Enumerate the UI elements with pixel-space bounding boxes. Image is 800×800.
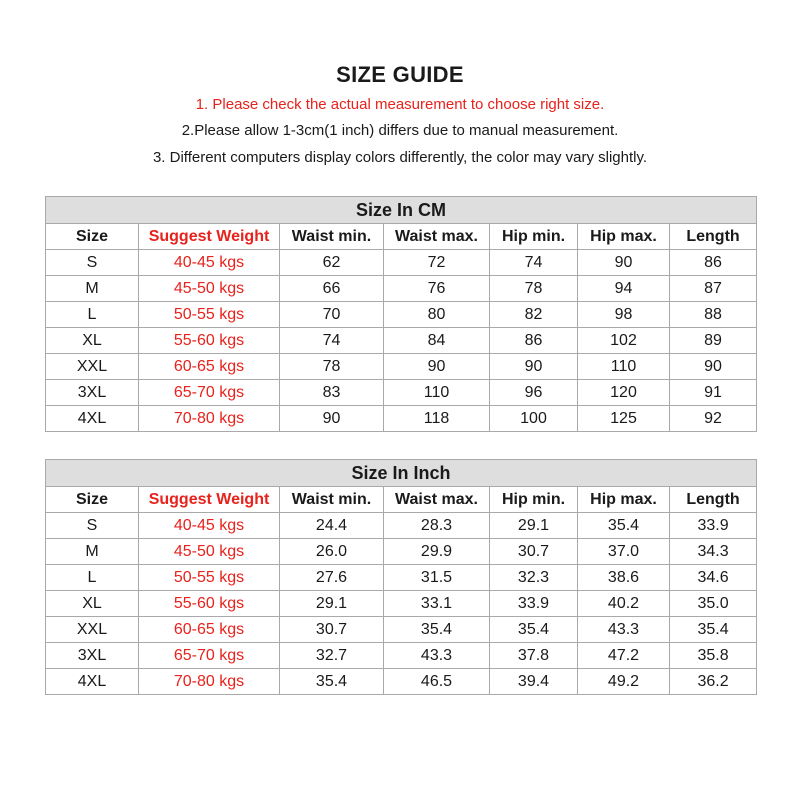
table-caption: Size In CM bbox=[46, 197, 757, 224]
column-header-waist-min: Waist min. bbox=[280, 487, 384, 513]
cell-hip-min: 35.4 bbox=[490, 617, 578, 643]
cell-hip-max: 120 bbox=[578, 380, 670, 406]
cell-weight: 60-65 kgs bbox=[139, 354, 280, 380]
cell-weight: 65-70 kgs bbox=[139, 643, 280, 669]
column-header-weight: Suggest Weight bbox=[139, 487, 280, 513]
cell-length: 90 bbox=[670, 354, 757, 380]
cell-size: S bbox=[46, 250, 139, 276]
cell-length: 35.0 bbox=[670, 591, 757, 617]
column-header-size: Size bbox=[46, 224, 139, 250]
cell-size: 4XL bbox=[46, 406, 139, 432]
cell-weight: 40-45 kgs bbox=[139, 250, 280, 276]
cell-hip-max: 94 bbox=[578, 276, 670, 302]
cell-hip-max: 47.2 bbox=[578, 643, 670, 669]
cell-length: 88 bbox=[670, 302, 757, 328]
table-row bbox=[46, 380, 757, 406]
cell-waist-min: 90 bbox=[280, 406, 384, 432]
cell-weight: 50-55 kgs bbox=[139, 565, 280, 591]
cell-waist-min: 26.0 bbox=[280, 539, 384, 565]
cell-hip-max: 37.0 bbox=[578, 539, 670, 565]
column-header-hip-max: Hip max. bbox=[578, 487, 670, 513]
cell-waist-max: 84 bbox=[384, 328, 490, 354]
cell-size: XL bbox=[46, 591, 139, 617]
column-header-waist-max: Waist max. bbox=[384, 224, 490, 250]
cell-size: XXL bbox=[46, 617, 139, 643]
cell-waist-min: 27.6 bbox=[280, 565, 384, 591]
table-row bbox=[46, 302, 757, 328]
cell-length: 35.8 bbox=[670, 643, 757, 669]
cell-hip-max: 35.4 bbox=[578, 513, 670, 539]
table-row bbox=[46, 513, 757, 539]
cell-length: 36.2 bbox=[670, 669, 757, 695]
column-header-waist-max: Waist max. bbox=[384, 487, 490, 513]
table-row bbox=[46, 669, 757, 695]
cell-hip-min: 86 bbox=[490, 328, 578, 354]
cell-weight: 70-80 kgs bbox=[139, 406, 280, 432]
cell-waist-max: 43.3 bbox=[384, 643, 490, 669]
cell-weight: 70-80 kgs bbox=[139, 669, 280, 695]
cell-hip-min: 90 bbox=[490, 354, 578, 380]
cell-waist-min: 78 bbox=[280, 354, 384, 380]
size-table-inch bbox=[45, 459, 757, 695]
cell-hip-min: 30.7 bbox=[490, 539, 578, 565]
cell-hip-max: 43.3 bbox=[578, 617, 670, 643]
table-body bbox=[46, 224, 757, 432]
size-table-cm bbox=[45, 196, 757, 432]
cell-hip-min: 100 bbox=[490, 406, 578, 432]
cell-waist-max: 110 bbox=[384, 380, 490, 406]
cell-hip-max: 40.2 bbox=[578, 591, 670, 617]
table-row bbox=[46, 276, 757, 302]
cell-hip-max: 102 bbox=[578, 328, 670, 354]
cell-waist-min: 70 bbox=[280, 302, 384, 328]
table-row bbox=[46, 250, 757, 276]
cell-waist-max: 33.1 bbox=[384, 591, 490, 617]
cell-length: 34.6 bbox=[670, 565, 757, 591]
table-row bbox=[46, 406, 757, 432]
cell-size: M bbox=[46, 539, 139, 565]
cell-length: 35.4 bbox=[670, 617, 757, 643]
cell-weight: 50-55 kgs bbox=[139, 302, 280, 328]
cell-size: 3XL bbox=[46, 380, 139, 406]
cell-waist-min: 62 bbox=[280, 250, 384, 276]
cell-weight: 65-70 kgs bbox=[139, 380, 280, 406]
cell-waist-max: 35.4 bbox=[384, 617, 490, 643]
cell-hip-max: 38.6 bbox=[578, 565, 670, 591]
cell-waist-max: 118 bbox=[384, 406, 490, 432]
cell-size: L bbox=[46, 565, 139, 591]
cell-weight: 40-45 kgs bbox=[139, 513, 280, 539]
note-color: 3. Different computers display colors differently, the color may vary slightly. bbox=[152, 149, 648, 166]
cell-waist-max: 46.5 bbox=[384, 669, 490, 695]
cell-length: 87 bbox=[670, 276, 757, 302]
cell-hip-max: 98 bbox=[578, 302, 670, 328]
cell-length: 33.9 bbox=[670, 513, 757, 539]
cell-weight: 60-65 kgs bbox=[139, 617, 280, 643]
cell-length: 86 bbox=[670, 250, 757, 276]
cell-hip-min: 37.8 bbox=[490, 643, 578, 669]
cell-hip-min: 78 bbox=[490, 276, 578, 302]
cell-hip-min: 39.4 bbox=[490, 669, 578, 695]
cell-waist-max: 80 bbox=[384, 302, 490, 328]
cell-hip-min: 96 bbox=[490, 380, 578, 406]
cell-weight: 55-60 kgs bbox=[139, 328, 280, 354]
cell-waist-min: 74 bbox=[280, 328, 384, 354]
cell-hip-min: 32.3 bbox=[490, 565, 578, 591]
cell-waist-min: 29.1 bbox=[280, 591, 384, 617]
cell-waist-max: 29.9 bbox=[384, 539, 490, 565]
cell-length: 89 bbox=[670, 328, 757, 354]
cell-waist-min: 24.4 bbox=[280, 513, 384, 539]
column-header-hip-min: Hip min. bbox=[490, 487, 578, 513]
cell-size: 3XL bbox=[46, 643, 139, 669]
cell-weight: 45-50 kgs bbox=[139, 276, 280, 302]
table-row bbox=[46, 617, 757, 643]
table-row bbox=[46, 643, 757, 669]
cell-length: 92 bbox=[670, 406, 757, 432]
cell-waist-min: 83 bbox=[280, 380, 384, 406]
table-header-row bbox=[46, 487, 757, 513]
cell-waist-max: 72 bbox=[384, 250, 490, 276]
cell-size: XXL bbox=[46, 354, 139, 380]
page-title: SIZE GUIDE bbox=[336, 62, 464, 87]
cell-waist-min: 30.7 bbox=[280, 617, 384, 643]
table-row bbox=[46, 565, 757, 591]
table-row bbox=[46, 591, 757, 617]
cell-length: 91 bbox=[670, 380, 757, 406]
cell-size: L bbox=[46, 302, 139, 328]
table-row bbox=[46, 354, 757, 380]
column-header-waist-min: Waist min. bbox=[280, 224, 384, 250]
column-header-weight: Suggest Weight bbox=[139, 224, 280, 250]
cell-waist-max: 28.3 bbox=[384, 513, 490, 539]
cell-weight: 45-50 kgs bbox=[139, 539, 280, 565]
table-caption: Size In Inch bbox=[46, 460, 757, 487]
note-tolerance: 2.Please allow 1-3cm(1 inch) differs due to manual measurement. bbox=[181, 122, 619, 139]
table-row bbox=[46, 328, 757, 354]
cell-weight: 55-60 kgs bbox=[139, 591, 280, 617]
cell-length: 34.3 bbox=[670, 539, 757, 565]
column-header-length: Length bbox=[670, 224, 757, 250]
cell-waist-min: 35.4 bbox=[280, 669, 384, 695]
cell-size: 4XL bbox=[46, 669, 139, 695]
cell-waist-max: 76 bbox=[384, 276, 490, 302]
cell-size: S bbox=[46, 513, 139, 539]
cell-waist-min: 66 bbox=[280, 276, 384, 302]
table-body bbox=[46, 487, 757, 695]
cell-hip-max: 125 bbox=[578, 406, 670, 432]
cell-waist-max: 31.5 bbox=[384, 565, 490, 591]
cell-hip-max: 90 bbox=[578, 250, 670, 276]
cell-hip-min: 29.1 bbox=[490, 513, 578, 539]
cell-hip-min: 82 bbox=[490, 302, 578, 328]
table-header-row bbox=[46, 224, 757, 250]
cell-size: M bbox=[46, 276, 139, 302]
cell-waist-max: 90 bbox=[384, 354, 490, 380]
cell-size: XL bbox=[46, 328, 139, 354]
cell-hip-max: 110 bbox=[578, 354, 670, 380]
column-header-length: Length bbox=[670, 487, 757, 513]
cell-waist-min: 32.7 bbox=[280, 643, 384, 669]
cell-hip-min: 74 bbox=[490, 250, 578, 276]
cell-hip-min: 33.9 bbox=[490, 591, 578, 617]
column-header-hip-max: Hip max. bbox=[578, 224, 670, 250]
cell-hip-max: 49.2 bbox=[578, 669, 670, 695]
note-measurement: 1. Please check the actual measurement to choose right size. bbox=[195, 96, 605, 113]
column-header-hip-min: Hip min. bbox=[490, 224, 578, 250]
table-row bbox=[46, 539, 757, 565]
column-header-size: Size bbox=[46, 487, 139, 513]
